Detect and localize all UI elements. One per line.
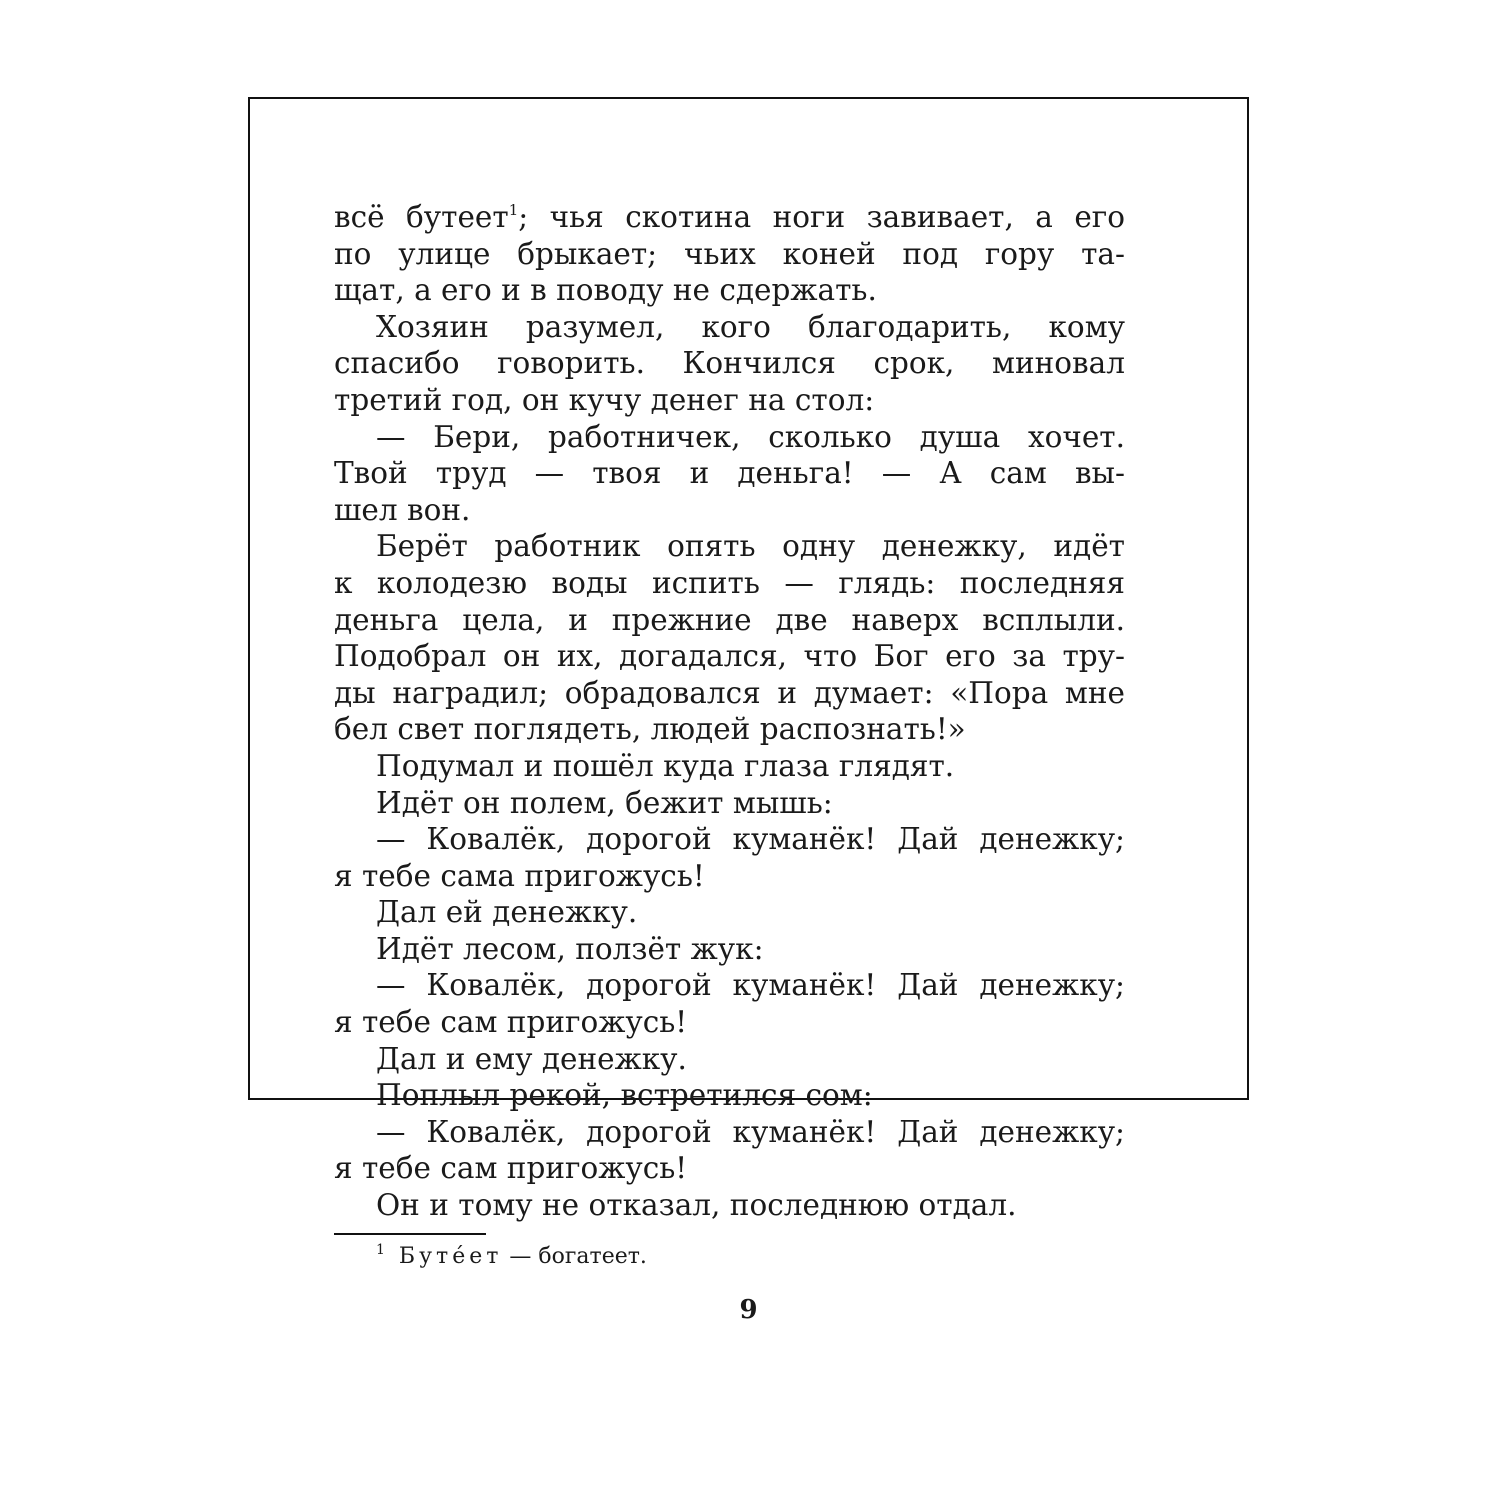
text-line (334, 199, 1125, 236)
text-line: Дал и ему денежку. (376, 1041, 687, 1076)
text-line: к колодезю воды испить — глядь: последняя (334, 565, 1125, 600)
text-line: Идёт он полем, бежит мышь: (376, 785, 833, 820)
text-line: Идёт лесом, ползёт жук: (376, 931, 764, 966)
text-line: я тебе сам пригожусь! (334, 1151, 688, 1186)
text-line: бел свет поглядеть, людей распознать!» (334, 712, 966, 747)
text-line: — Ковалёк, дорогой куманёк! Дай денежку; (376, 822, 1125, 857)
text-line: Поплыл рекой, встретился сом: (376, 1078, 873, 1113)
text-line-part: ; чья скотина ноги завивает, а его (518, 200, 1125, 234)
text-line: я тебе сама пригожусь! (334, 858, 705, 893)
footnote-divider (334, 1233, 486, 1235)
text-line: шел вон. (334, 492, 471, 527)
text-line: — Бери, работничек, сколько душа хочет. (376, 419, 1125, 454)
footnote-term: Бутéет (398, 1244, 503, 1269)
text-line: Дал ей денежку. (376, 895, 638, 930)
text-line: Он и тому не отказал, последнюю отдал. (376, 1188, 1017, 1223)
text-line: — Ковалёк, дорогой куманёк! Дай денежку; (376, 968, 1125, 1003)
text-line: третий год, он кучу денег на стол: (334, 382, 875, 417)
text-line: Подобрал он их, догадался, что Бог его за тру- (334, 639, 1125, 674)
text-line: Берёт работник опять одну денежку, идёт (376, 529, 1125, 564)
text-line: Твой труд — твоя и деньга! — А сам вы- (334, 456, 1125, 491)
footnote-definition: — богатеет. (502, 1244, 647, 1269)
text-line: ды наградил; обрадовался и думает: «Пора мне (334, 675, 1125, 710)
footnote (376, 1242, 1096, 1272)
book-page (248, 97, 1249, 1325)
text-line-part: всё бутеет (334, 200, 509, 234)
text-line: я тебе сам пригожусь! (334, 1005, 688, 1040)
text-line: — Ковалёк, дорогой куманёк! Дай денежку; (376, 1114, 1125, 1149)
body-text (334, 199, 1125, 1224)
page-number: 9 (739, 1295, 758, 1325)
text-line: щат, а его и в поводу не сдержать. (334, 273, 877, 308)
footnote-reference: 1 (508, 201, 519, 219)
text-line: деньга цела, и прежние две наверх всплыли. (334, 602, 1125, 637)
text-line: Хозяин разумел, кого благодарить, кому (376, 309, 1125, 344)
text-line: по улице брыкает; чьих коней под гору та- (334, 236, 1125, 271)
text-line: Подумал и пошёл куда глаза глядят. (376, 748, 955, 783)
footnote-mark: 1 (376, 1242, 385, 1258)
text-line: спасибо говорить. Кончился срок, миновал (334, 346, 1125, 381)
